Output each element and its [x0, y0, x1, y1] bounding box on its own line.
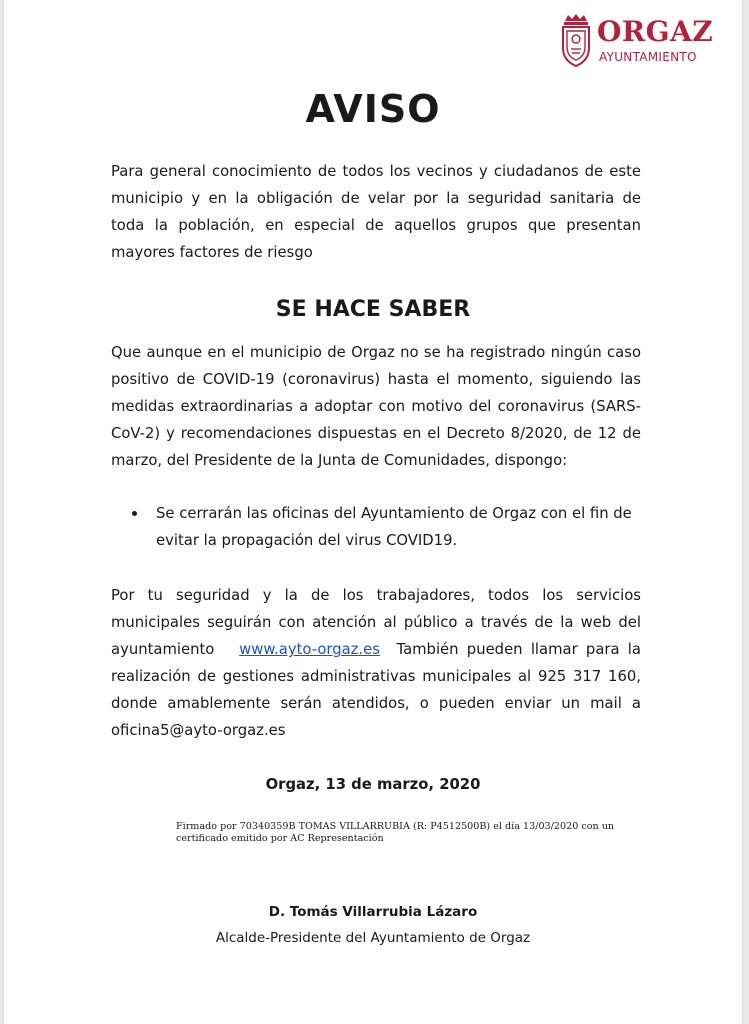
services-line-text: ayuntamiento: [111, 641, 215, 658]
intro-line: mayores factores de riesgo: [111, 244, 313, 261]
document-page: [4, 0, 742, 1024]
signer-role: Alcalde-Presidente del Ayuntamiento de Orgaz: [215, 930, 531, 946]
logo-name: ORGAZ: [597, 15, 714, 48]
section-heading: SE HACE SABER: [275, 297, 471, 322]
digital-signature-note: [176, 821, 656, 845]
declaration-line: marzo, del Presidente de la Junta de Comunidades, dispongo:: [111, 452, 568, 469]
declaration-line: positivo de COVID-19 (coronavirus) hasta el momento, siguiendo las: [111, 371, 641, 388]
intro-line: toda la población, en especial de aquellos grupos que presentan: [111, 217, 641, 234]
declaration-line: Que aunque en el municipio de Orgaz no se ha registrado ningún caso: [111, 344, 641, 361]
services-line: Por tu seguridad y la de los trabajadores, todos los servicios: [111, 587, 641, 604]
signer-name: D. Tomás Villarrubia Lázaro: [268, 904, 478, 920]
email-address: oficina5@ayto-orgaz.es: [111, 722, 286, 739]
services-paragraph: [111, 582, 641, 744]
signature-note-line: Firmado por 70340359B TOMAS VILLARRUBIA (R: P4512500B) el día 13/03/2020 con un: [176, 821, 615, 832]
services-line: realización de gestiones administrativas municipales al 925 317 160,: [111, 668, 641, 685]
intro-line: municipio y en la obligación de velar por la seguridad sanitaria de: [111, 190, 641, 207]
list-item-line: evitar la propagación del virus COVID19.: [156, 532, 458, 549]
declaration-line: CoV-2) y recomendaciones dispuestas en el Decreto 8/2020, de 12 de: [111, 425, 641, 442]
services-line-text: También pueden llamar para la: [396, 641, 641, 658]
bullet-icon: [132, 511, 137, 516]
signature-note-line: certificado emitido por AC Representación: [176, 833, 384, 844]
declaration-paragraph: [111, 339, 641, 474]
page-title: AVISO: [305, 87, 441, 131]
list-item: [132, 500, 652, 554]
coat-of-arms-icon: [559, 12, 593, 68]
services-line: donde amablemente serán atendidos, o pueden enviar un mail a: [111, 695, 641, 712]
services-line: [111, 636, 641, 663]
measures-list: [132, 500, 652, 554]
services-line: municipales seguirán con atención al público a través de la web del: [111, 614, 641, 631]
orgaz-logo: [559, 12, 729, 70]
logo-subtitle: AYUNTAMIENTO: [599, 50, 697, 64]
list-item-line: Se cerrarán las oficinas del Ayuntamiento de Orgaz con el fin de: [156, 505, 632, 522]
intro-line: Para general conocimiento de todos los vecinos y ciudadanos de este: [111, 163, 641, 180]
intro-paragraph: [111, 158, 641, 266]
document-date: Orgaz, 13 de marzo, 2020: [265, 776, 481, 793]
declaration-line: medidas extraordinarias a adoptar con motivo del coronavirus (SARS-: [111, 398, 641, 415]
website-link[interactable]: www.ayto-orgaz.es: [239, 641, 380, 658]
